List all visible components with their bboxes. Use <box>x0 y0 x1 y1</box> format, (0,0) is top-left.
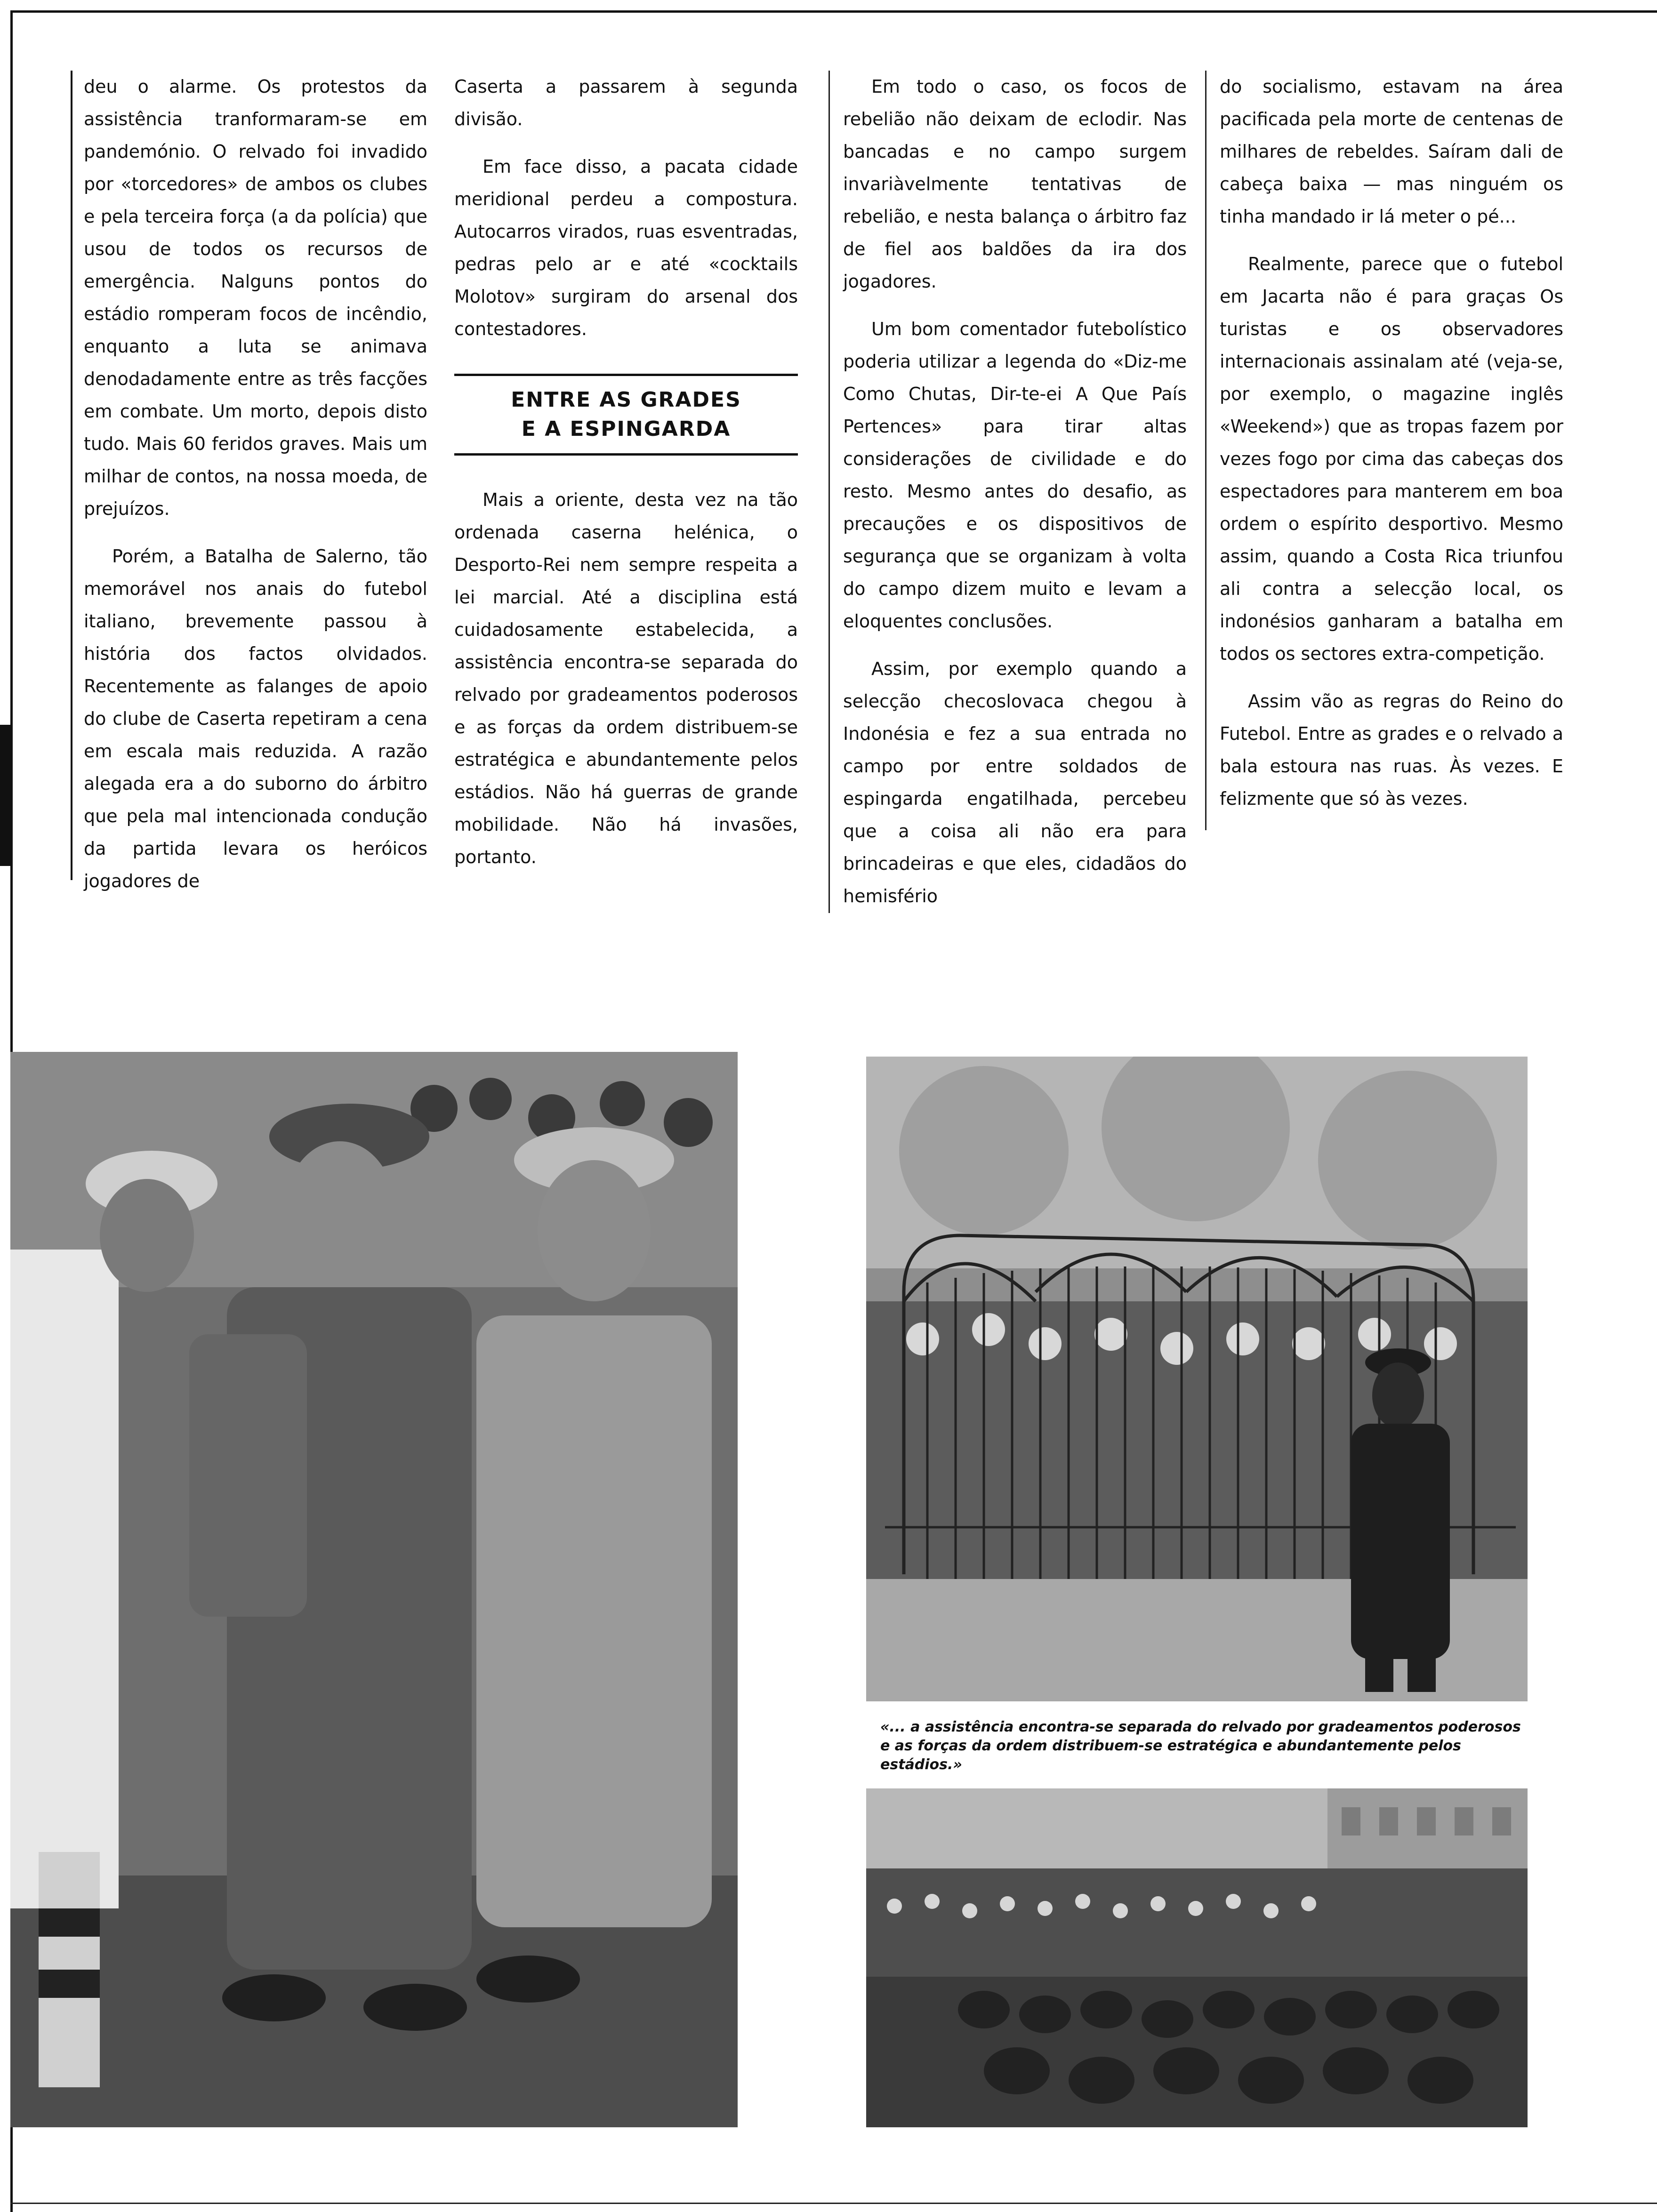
section-heading <box>454 374 798 456</box>
paragraph: Porém, a Batalha de Salerno, tão memorável nos anais do futebol italiano, brevemente passou à história dos factos olvidados. Recentemente as falanges de apoio do clube de Caserta repetiram a cena em escala mais reduzida. A razão alegada era a do suborno do árbitro que pela mal intencionada condução da partida levara os heróicos jogadores de <box>84 546 427 891</box>
section-heading-line-1: ENTRE AS GRADES <box>511 388 741 412</box>
paragraph: Em todo o caso, os focos de rebelião não deixam de eclodir. Nas bancadas e no campo surgem invariàvelmente tentativas de rebelião, e nesta balança o árbitro faz de fiel aos baldões da ira dos jogadores. <box>843 76 1187 292</box>
article-column-3 <box>828 71 1187 913</box>
section-heading-line-2: E A ESPINGARDA <box>521 417 731 441</box>
binding-mark <box>0 725 12 866</box>
soldiers-escorting-player-photo <box>10 1052 738 2127</box>
paragraph: deu o alarme. Os protestos da assistência tranformaram-se em pandemónio. O relvado foi invadido por «torcedores» de ambos os clubes e pela terceira força (a da polícia) que usou de todos os recursos de emergência. Nalguns pontos do estádio romperam focos de incêndio, enquanto a luta se animava denodadamente entre as três facções em combate. Um morto, depois disto tudo. Mais 60 feridos graves. Mais um milhar de contos, na nossa moeda, de prejuízos. <box>84 76 427 519</box>
paragraph: Assim, por exemplo quando a selecção checoslovaca chegou à Indonésia e fez a sua entrada no campo por entre soldados de espingarda engatilhada, percebeu que a coisa ali não era para brincadeiras e que eles, cidadãos do hemisfério <box>843 658 1187 906</box>
top-rule <box>10 10 1657 13</box>
fans-behind-fence-photo <box>866 1057 1528 1701</box>
paragraph: Mais a oriente, desta vez na tão ordenada caserna helénica, o Desporto-Rei nem sempre respeita a lei marcial. Até a disciplina está cuidadosamente estabelecida, a assistência encontra-se separada do relvado por gradeamentos poderosos e as forças da ordem distribuem-se estratégica e abundantemente pelos estádios. Não há guerras de grande mobilidade. Não há invasões, portanto. <box>454 489 798 867</box>
paragraph: Caserta a passarem à segunda divisão. <box>454 76 798 129</box>
photo-caption: «... a assistência encontra-se separada do relvado por gradeamentos poderosos e as forças da ordem distribuem-se estratégica e abundantemente pelos estádios.» <box>880 1719 1521 1773</box>
article-column-1 <box>71 71 427 891</box>
paragraph: do socialismo, estavam na área pacificada pela morte de centenas de milhares de rebeldes. Saíram dali de cabeça baixa — mas ninguém os tinha mandado ir lá meter o pé... <box>1220 76 1563 227</box>
bottom-rule <box>10 2203 1657 2204</box>
paragraph: Em face disso, a pacata cidade meridional perdeu a compostura. Autocarros virados, ruas esventradas, pedras pelo ar e até «cocktails Molotov» surgiram do arsenal dos contestadores. <box>454 156 798 339</box>
paragraph: Um bom comentador futebolístico poderia utilizar a legenda do «Diz-me Como Chutas, Dir-te-ei A Que País Pertences» para tirar altas considerações de civilidade e do resto. Mesmo antes do desafio, as precauções e os dispositivos de segurança que se organizam à volta do campo dizem muito e levam a eloquentes conclusões. <box>843 319 1187 632</box>
article-column-4 <box>1205 71 1563 830</box>
paragraph: Assim vão as regras do Reino do Futebol. Entre as grades e o relvado a bala estoura nas ruas. Às vezes. E felizmente que só às vezes. <box>1220 691 1563 809</box>
paragraph: Realmente, parece que o futebol em Jacarta não é para graças Os turistas e os observadores internacionais assinalam até (veja-se, por exemplo, o magazine inglês «Weekend») que as tropas fazem por vezes fogo por cima das cabeças dos espectadores para manterem em boa ordem o espírito desportivo. Mesmo assim, quando a Costa Rica triunfou ali contra a selecção local, os indonésios ganharam a batalha em todos os sectores extra-competição. <box>1220 254 1563 664</box>
article-column-2 <box>454 71 798 889</box>
crowd-and-helmeted-troops-photo <box>866 1788 1528 2127</box>
